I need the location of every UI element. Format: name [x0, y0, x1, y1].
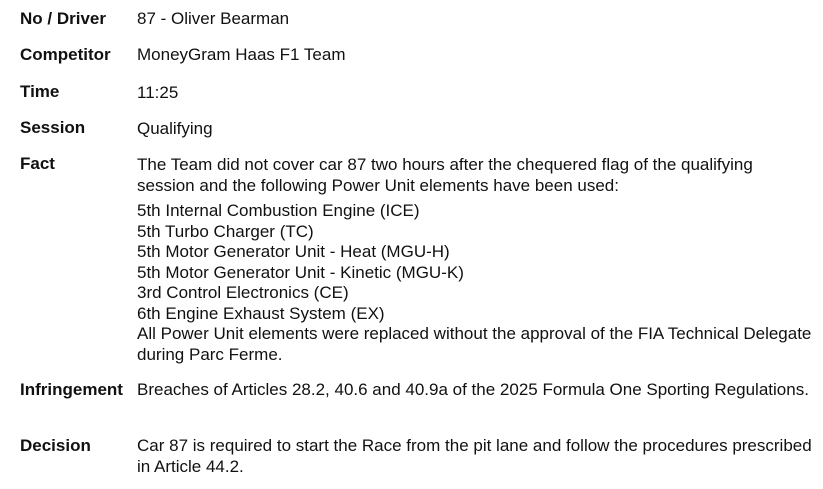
time-label: Time: [20, 82, 60, 101]
infringement-row: [20, 379, 815, 435]
session-label: Session: [20, 118, 86, 137]
power-unit-element: 6th Engine Exhaust System (EX): [137, 303, 385, 323]
power-unit-element: 5th Turbo Charger (TC): [137, 221, 314, 241]
competitor-value: MoneyGram Haas F1 Team: [137, 45, 346, 64]
session-value: Qualifying: [137, 119, 213, 138]
infringement-value: Breaches of Articles 28.2, 40.6 and 40.9a of the 2025 Formula One Sporting Regulations.: [137, 380, 809, 399]
fact-closing: All Power Unit elements were replaced without the approval of the FIA Technical Delegate during Parc Ferme.: [137, 324, 812, 364]
power-unit-elements-list: [137, 201, 815, 324]
power-unit-element: 5th Motor Generator Unit - Heat (MGU-H): [137, 242, 450, 261]
driver-row: [20, 8, 815, 44]
infringement-label: Infringement: [20, 380, 123, 399]
power-unit-element: 5th Motor Generator Unit - Kinetic (MGU-K): [137, 262, 464, 282]
session-row: [20, 117, 815, 153]
driver-label: No / Driver: [20, 9, 106, 28]
decision-label: Decision: [20, 436, 91, 455]
competitor-row: [20, 44, 815, 81]
fact-intro: The Team did not cover car 87 two hours after the chequered flag of the qualifying session and the following Power Unit elements have been used:: [137, 155, 753, 195]
time-row: [20, 81, 815, 117]
competitor-label: Competitor: [20, 45, 111, 64]
power-unit-element: 3rd Control Electronics (CE): [137, 283, 349, 302]
fact-row: [20, 153, 815, 379]
driver-value: 87 - Oliver Bearman: [137, 9, 290, 28]
decision-row: [20, 435, 815, 485]
decision-value: Car 87 is required to start the Race from the pit lane and follow the procedures prescribed in Article 44.2.: [137, 436, 812, 476]
fact-value: [137, 153, 815, 365]
time-value: 11:25: [137, 83, 179, 102]
fact-label: Fact: [20, 154, 55, 173]
decision-document: [20, 8, 815, 485]
power-unit-element: 5th Internal Combustion Engine (ICE): [137, 201, 420, 220]
